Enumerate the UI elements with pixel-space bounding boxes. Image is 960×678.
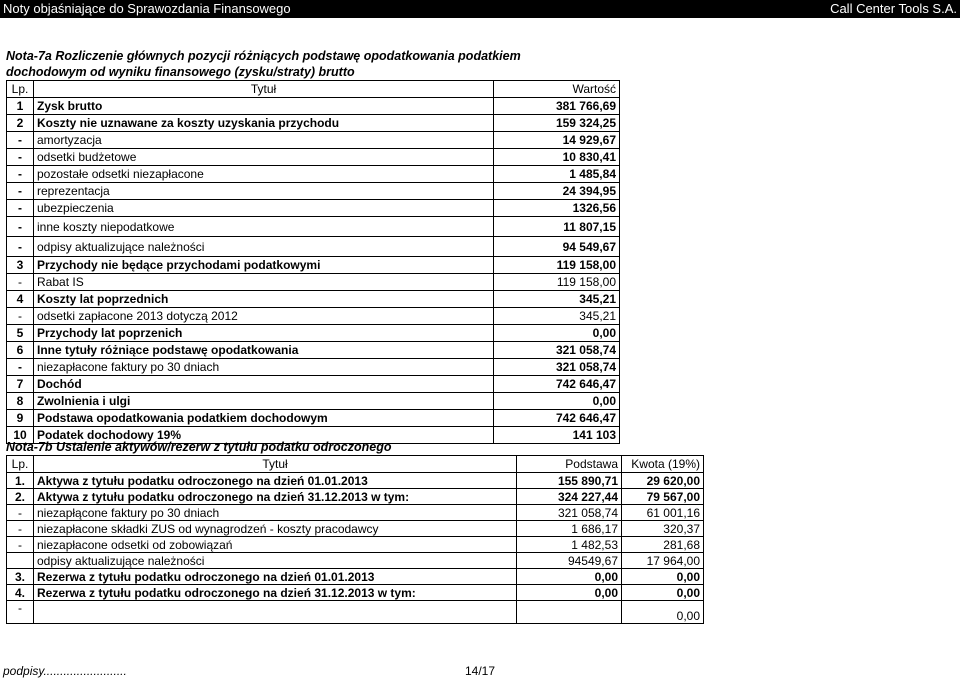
- row-lp: -: [7, 166, 34, 183]
- table-row: [7, 217, 620, 237]
- table-row: [7, 473, 704, 489]
- row-value: 742 646,47: [494, 376, 620, 393]
- row-title: Aktywa z tytułu podatku odroczonego na dzień 31.12.2013 w tym:: [34, 489, 517, 505]
- row-value: 14 929,67: [494, 132, 620, 149]
- row-base: 1 686,17: [517, 521, 622, 537]
- row-title: Rezerwa z tytułu podatku odroczonego na dzień 31.12.2013 w tym:: [34, 585, 517, 601]
- row-lp: -: [7, 274, 34, 291]
- note-7a-title: [6, 48, 521, 80]
- table-header-row: [7, 456, 704, 473]
- row-lp: 2.: [7, 489, 34, 505]
- row-value: 119 158,00: [494, 257, 620, 274]
- table-row: [7, 410, 620, 427]
- row-amount: 320,37: [622, 521, 704, 537]
- row-base: 0,00: [517, 585, 622, 601]
- row-base: [517, 601, 622, 624]
- header-company-name: Call Center Tools S.A.: [830, 1, 957, 16]
- row-lp: -: [7, 521, 34, 537]
- table-row: [7, 257, 620, 274]
- row-title: odsetki zapłacone 2013 dotyczą 2012: [34, 308, 494, 325]
- note-7a-title-line2: dochodowym od wyniku finansowego (zysku/straty) brutto: [6, 65, 355, 79]
- table-row: [7, 325, 620, 342]
- row-lp: 3.: [7, 569, 34, 585]
- row-amount: 17 964,00: [622, 553, 704, 569]
- table-row: [7, 569, 704, 585]
- header-document-title: Noty objaśniające do Sprawozdania Finansowego: [3, 1, 291, 16]
- table-row: [7, 489, 704, 505]
- note-7a-table: [6, 80, 620, 444]
- row-value: 159 324,25: [494, 115, 620, 132]
- row-lp: 4.: [7, 585, 34, 601]
- row-title: niezapłącone faktury po 30 dniach: [34, 505, 517, 521]
- table-row: [7, 291, 620, 308]
- row-title: Koszty lat poprzednich: [34, 291, 494, 308]
- row-title: niezapłacone odsetki od zobowiązań: [34, 537, 517, 553]
- row-lp: -: [7, 601, 34, 624]
- row-value: 381 766,69: [494, 98, 620, 115]
- table-row: [7, 601, 704, 624]
- row-lp: -: [7, 183, 34, 200]
- row-lp: 4: [7, 291, 34, 308]
- row-value: 24 394,95: [494, 183, 620, 200]
- table-row: [7, 132, 620, 149]
- row-base: 0,00: [517, 569, 622, 585]
- row-title: ubezpieczenia: [34, 200, 494, 217]
- row-value: 345,21: [494, 291, 620, 308]
- row-lp: 8: [7, 393, 34, 410]
- row-value: 1326,56: [494, 200, 620, 217]
- row-value: 0,00: [494, 393, 620, 410]
- row-lp: -: [7, 237, 34, 257]
- row-amount: 61 001,16: [622, 505, 704, 521]
- row-lp: -: [7, 149, 34, 166]
- row-title: Rabat IS: [34, 274, 494, 291]
- table-row: [7, 376, 620, 393]
- table-row: [7, 553, 704, 569]
- table-row: [7, 505, 704, 521]
- row-title: Przychody nie będące przychodami podatkowymi: [34, 257, 494, 274]
- row-base: 94549,67: [517, 553, 622, 569]
- table-row: [7, 359, 620, 376]
- table-row: [7, 274, 620, 291]
- row-value: 141 103: [494, 427, 620, 444]
- row-value: 94 549,67: [494, 237, 620, 257]
- row-lp: 7: [7, 376, 34, 393]
- column-header-title: Tytuł: [34, 456, 517, 473]
- row-lp: -: [7, 505, 34, 521]
- note-7b-table: [6, 455, 704, 624]
- row-base: 321 058,74: [517, 505, 622, 521]
- column-header-title: Tytuł: [34, 81, 494, 98]
- row-value: 119 158,00: [494, 274, 620, 291]
- row-title: Podstawa opodatkowania podatkiem dochodowym: [34, 410, 494, 427]
- row-title: niezapłacone składki ZUS od wynagrodzeń - koszty pracodawcy: [34, 521, 517, 537]
- table-row: [7, 521, 704, 537]
- table-row: [7, 183, 620, 200]
- row-title: Aktywa z tytułu podatku odroczonego na dzień 01.01.2013: [34, 473, 517, 489]
- row-base: 1 482,53: [517, 537, 622, 553]
- table-row: [7, 308, 620, 325]
- row-value: 10 830,41: [494, 149, 620, 166]
- row-amount: 79 567,00: [622, 489, 704, 505]
- row-base: 324 227,44: [517, 489, 622, 505]
- row-lp: -: [7, 537, 34, 553]
- row-title: Rezerwa z tytułu podatku odroczonego na dzień 01.01.2013: [34, 569, 517, 585]
- row-title: Przychody lat poprzenich: [34, 325, 494, 342]
- note-7a-title-line1: Nota-7a Rozliczenie głównych pozycji różniących podstawę opodatkowania podatkiem: [6, 49, 521, 63]
- signature-line: podpisy.........................: [3, 664, 127, 678]
- row-amount: 0,00: [622, 569, 704, 585]
- row-lp: 3: [7, 257, 34, 274]
- row-title: reprezentacja: [34, 183, 494, 200]
- row-amount: 281,68: [622, 537, 704, 553]
- row-lp: -: [7, 132, 34, 149]
- row-lp: 2: [7, 115, 34, 132]
- row-lp: -: [7, 308, 34, 325]
- column-header-base: Podstawa: [517, 456, 622, 473]
- row-lp: -: [7, 359, 34, 376]
- row-amount: 0,00: [622, 585, 704, 601]
- table-row: [7, 149, 620, 166]
- table-row: [7, 166, 620, 183]
- row-title: [34, 601, 517, 624]
- page-number: 14/17: [465, 664, 496, 678]
- row-lp: 6: [7, 342, 34, 359]
- row-value: 11 807,15: [494, 217, 620, 237]
- row-title: Podatek dochodowy 19%: [34, 427, 494, 444]
- table-row: [7, 342, 620, 359]
- row-amount: 29 620,00: [622, 473, 704, 489]
- page-header: [0, 0, 960, 18]
- table-row: [7, 98, 620, 115]
- row-title: Zwolnienia i ulgi: [34, 393, 494, 410]
- row-value: 1 485,84: [494, 166, 620, 183]
- row-title: Zysk brutto: [34, 98, 494, 115]
- row-title: amortyzacja: [34, 132, 494, 149]
- row-title: Koszty nie uznawane za koszty uzyskania przychodu: [34, 115, 494, 132]
- row-title: Dochód: [34, 376, 494, 393]
- table-header-row: [7, 81, 620, 98]
- row-lp: 1: [7, 98, 34, 115]
- row-title: niezapłacone faktury po 30 dniach: [34, 359, 494, 376]
- table-row: [7, 393, 620, 410]
- row-title: odsetki budżetowe: [34, 149, 494, 166]
- column-header-amount: Kwota (19%): [622, 456, 704, 473]
- row-lp: 10: [7, 427, 34, 444]
- column-header-lp: Lp.: [7, 81, 34, 98]
- table-row: [7, 200, 620, 217]
- row-lp: -: [7, 217, 34, 237]
- table-row: [7, 237, 620, 257]
- row-lp: 5: [7, 325, 34, 342]
- row-value: 345,21: [494, 308, 620, 325]
- row-base: 155 890,71: [517, 473, 622, 489]
- row-value: 742 646,47: [494, 410, 620, 427]
- table-row: [7, 537, 704, 553]
- row-lp: 1.: [7, 473, 34, 489]
- row-value: 321 058,74: [494, 342, 620, 359]
- table-row: [7, 115, 620, 132]
- row-title: pozostałe odsetki niezapłacone: [34, 166, 494, 183]
- row-amount: 0,00: [622, 601, 704, 624]
- row-title: inne koszty niepodatkowe: [34, 217, 494, 237]
- row-title: odpisy aktualizujące należności: [34, 553, 517, 569]
- row-value: 321 058,74: [494, 359, 620, 376]
- row-title: odpisy aktualizujące należności: [34, 237, 494, 257]
- column-header-value: Wartość: [494, 81, 620, 98]
- row-lp: [7, 553, 34, 569]
- row-lp: 9: [7, 410, 34, 427]
- column-header-lp: Lp.: [7, 456, 34, 473]
- row-lp: -: [7, 200, 34, 217]
- table-row: [7, 585, 704, 601]
- row-value: 0,00: [494, 325, 620, 342]
- note-7b-title: Nota-7b Ustalenie aktywów/rezerw z tytułu podatku odroczonego: [6, 440, 392, 454]
- row-title: Inne tytuły różniące podstawę opodatkowania: [34, 342, 494, 359]
